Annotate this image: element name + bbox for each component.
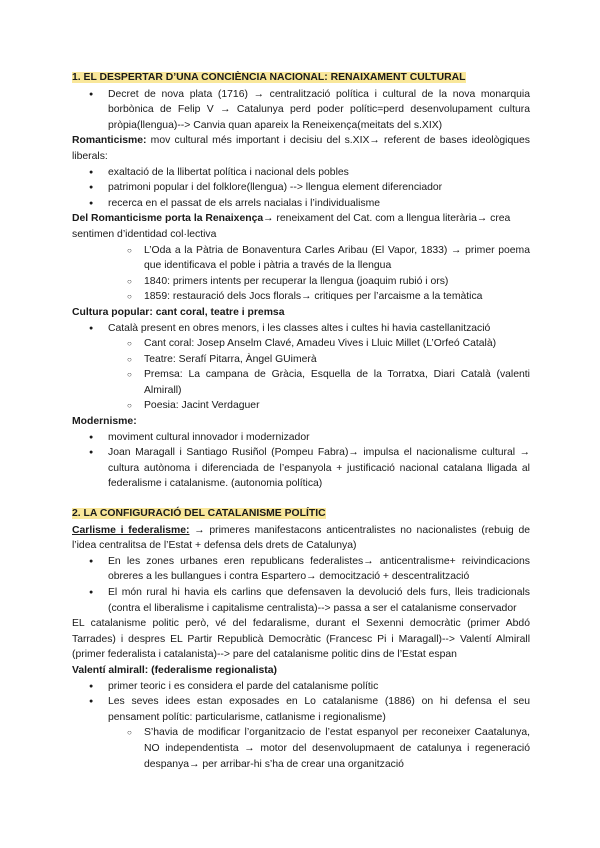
section-1-heading: 1. EL DESPERTAR D’UNA CONCIÈNCIA NACIONAL: RENAIXAMENT CULTURAL bbox=[72, 72, 466, 83]
section-2-heading: 2. LA CONFIGURACIÓ DEL CATALANISME POLÍTIC bbox=[72, 508, 326, 520]
valenti-almirall-heading: Valentí almirall: (federalisme regionalista) bbox=[72, 664, 278, 676]
list-item: ○ S’havia de modificar l’organitzacio de l’estat espanyol per reconeixer Caatalunya, NO independentista → motor del desenvolupmaent de catalunya i regeneració despanya→ per arribar-hi s’ha de crear una organització bbox=[72, 725, 530, 772]
decret-list bbox=[72, 87, 530, 134]
list-item: ○ Teatre: Serafí Pitarra, Àngel GUimerà bbox=[72, 352, 530, 368]
renaixenca-text: → reneixament del Cat. com a llengua literària→ crea sentimen d’identidad col·lectiva bbox=[72, 213, 511, 240]
list-item: ● primer teoric i es considera el parde del catalanisme polític bbox=[72, 679, 530, 695]
catalanisme-paragraph: EL catalanisme politic però, vé del fedaralisme, durant el Sexenni democràtic (primer Abdó Tarrades) i despres EL Partir Republicà Democràtic (Francesc Pi i Maragall)--> Valentí Almirall (primer federalista i catalanista)--> pare del catalanisme politic dins de l’Estat espan bbox=[72, 618, 530, 661]
modernisme-heading: Modernisme: bbox=[72, 416, 137, 428]
modernisme-list bbox=[72, 430, 530, 492]
cultura-popular-list bbox=[72, 321, 530, 415]
cultura-popular-sublist bbox=[72, 336, 530, 414]
list-item: ● Decret de nova plata (1716) → centralització política i cultural de la nova monarquia borbònica de Felip V → Catalunya perd poder polític=perd desenvolupament cultura pròpia(llengua)--> Canvia quan apareix la Reneixença(meitats del s.XIX) bbox=[72, 87, 530, 134]
list-item: ● recerca en el passat de els arrels nacialas i l’individualisme bbox=[72, 196, 530, 212]
renaixenca-list bbox=[72, 243, 530, 305]
list-item: ● El món rural hi havia els carlins que defensaven la devolució dels furs, lleis tradicionals (contra el liberalisme i capitalisme centralista)--> passa a ser el catalanisme conservador bbox=[72, 585, 530, 616]
lo-catalanisme-text: Les seves idees estan exposades en Lo catalanisme (1886) on hi defensa el seu pensament polític: particularisme, catlanisme i regionalisme) bbox=[108, 696, 530, 723]
carlisme-paragraph bbox=[72, 523, 530, 554]
carlisme-text: → primeres manifestacons anticentralistes no nacionalistes (rebuig de l’idea centralitsa de l’Estat + defensa dels drets de Catalunya) bbox=[72, 524, 531, 552]
carlisme-label: Carlisme i federalisme: bbox=[72, 524, 190, 536]
cultura-popular-text: Català present en obres menors, i les classes altes i cultes hi havia castellanització bbox=[108, 322, 491, 334]
list-item: ○ Cant coral: Josep Anselm Clavé, Amadeu Vives i Lluic Millet (L’Orfeó Català) bbox=[72, 336, 530, 352]
list-item: ○ Premsa: La campana de Gràcia, Esquella de la Torratxa, Diari Català (valenti Almirall) bbox=[72, 367, 530, 398]
valenti-almirall-sublist bbox=[72, 725, 530, 772]
list-item: ● moviment cultural innovador i modernizador bbox=[72, 430, 530, 446]
list-item: ○ 1840: primers intents per recuperar la llengua (joaquim rubió i ors) bbox=[72, 274, 530, 290]
list-item: ○ L’Oda a la Pàtria de Bonaventura Carles Aribau (El Vapor, 1833) → primer poema que identificava el poble i pàtria a través de la llengua bbox=[72, 243, 530, 274]
list-item: ○ Poesia: Jacint Verdaguer bbox=[72, 398, 530, 414]
list-item: ○ 1859: restauració dels Jocs florals→ critiques per l’arcaisme a la temàtica bbox=[72, 289, 530, 305]
list-item: ● exaltació de la llibertat política i nacional dels pobles bbox=[72, 165, 530, 181]
romanticisme-list bbox=[72, 165, 530, 212]
romanticisme-paragraph bbox=[72, 133, 530, 164]
renaixenca-paragraph bbox=[72, 211, 530, 242]
list-item: ● En les zones urbanes eren republicans federalistes→ anticentralisme+ reivindicacions obreres a les bullangues i contra Espartero→ democització + descentralització bbox=[72, 554, 530, 585]
list-item: ● Joan Maragall i Santiago Rusiñol (Pompeu Fabra)→ impulsa el nacionalisme cultural → cultura autònoma i diferenciada de l’espanyola + justificació nacional catalana lligada al federalisme i catalanisme. (autonomia política) bbox=[72, 445, 530, 492]
cultura-popular-heading: Cultura popular: cant coral, teatre i premsa bbox=[72, 306, 285, 318]
list-item bbox=[72, 694, 530, 772]
romanticisme-label: Romanticisme: bbox=[72, 135, 147, 147]
renaixenca-label: Del Romanticisme porta la Renaixença bbox=[72, 213, 264, 225]
list-item: ● patrimoni popular i del folklore(llengua) --> llengua element diferenciador bbox=[72, 180, 530, 196]
romanticisme-text: mov cultural més important i decisiu del s.XIX→ referent de bases ideològiques liberals: bbox=[72, 135, 530, 162]
list-item bbox=[72, 321, 530, 415]
valenti-almirall-list bbox=[72, 679, 530, 773]
carlisme-list bbox=[72, 554, 530, 616]
